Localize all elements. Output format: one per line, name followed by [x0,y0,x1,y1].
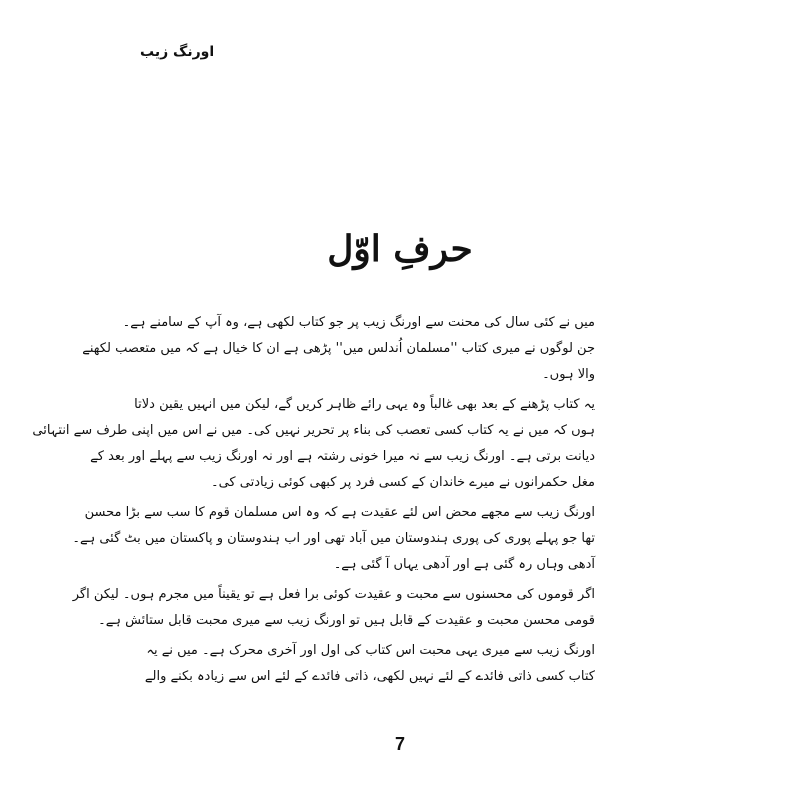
paragraph [32,392,595,496]
text-line: قومی محسن محبت و عقیدت کے قابل ہیں تو اورنگ زیب سے میری محبت قابل ستائش ہے۔ [98,613,595,628]
text-line: اورنگ زیب سے میری یہی محبت اس کتاب کی اول اور آخری محرک ہے۔ میں نے یہ [146,643,595,658]
text-line: جن لوگوں نے میری کتاب ''مسلمان اُندلس میں'' پڑھی ہے ان کا خیال ہے کہ میں متعصب لکھنے [82,341,595,356]
text-line: تھا جو پہلے پوری کی پوری ہندوستان میں آباد تھی اور اب ہندوستان و پاکستان میں بٹ گئی ہے۔ [72,531,595,546]
paragraph [82,336,595,388]
running-head: اورنگ زیب [140,44,215,60]
paragraph [72,500,595,578]
paragraph [122,310,595,336]
text-line: میں نے کئی سال کی محنت سے اورنگ زیب پر جو کتاب لکھی ہے، وہ آپ کے سامنے ہے۔ [122,315,595,330]
text-line: کتاب کسی ذاتی فائدے کے لئے نہیں لکھی، ذاتی فائدے کے لئے اس سے زیادہ بکنے والے [144,669,595,684]
paragraph [72,582,595,634]
body-text [32,310,595,690]
paragraph [144,638,595,690]
text-line: ہوں کہ میں نے یہ کتاب کسی تعصب کی بناء پر تحریر نہیں کی۔ میں نے اس میں اپنی طرف سے انتہائی [32,423,595,438]
text-line: یہ کتاب پڑھنے کے بعد بھی غالباً وہ یہی رائے ظاہر کریں گے، لیکن میں انہیں یقین دلاتا [134,397,595,412]
text-line: اگر قوموں کی محسنوں سے محبت و عقیدت کوئی برا فعل ہے تو یقیناً میں مجرم ہوں۔ لیکن اگر [72,587,595,602]
text-line: والا ہوں۔ [542,367,595,382]
text-line: آدھی وہاں رہ گئی ہے اور آدھی یہاں آ گئی ہے۔ [333,557,595,572]
text-line: دیانت برتی ہے۔ اورنگ زیب سے نہ میرا خونی رشتہ ہے اور نہ اورنگ زیب سے پہلے اور بعد کے [90,449,595,464]
text-line: اورنگ زیب سے مجھے محض اس لئے عقیدت ہے کہ وہ اس مسلمان قوم کا سب سے بڑا محسن [84,505,595,520]
text-line: مغل حکمرانوں نے میرے خاندان کے کسی فرد پر کبھی کوئی زیادتی کی۔ [210,475,595,490]
page-number: 7 [394,734,405,754]
chapter-title: حرفِ اوّل [327,228,473,270]
